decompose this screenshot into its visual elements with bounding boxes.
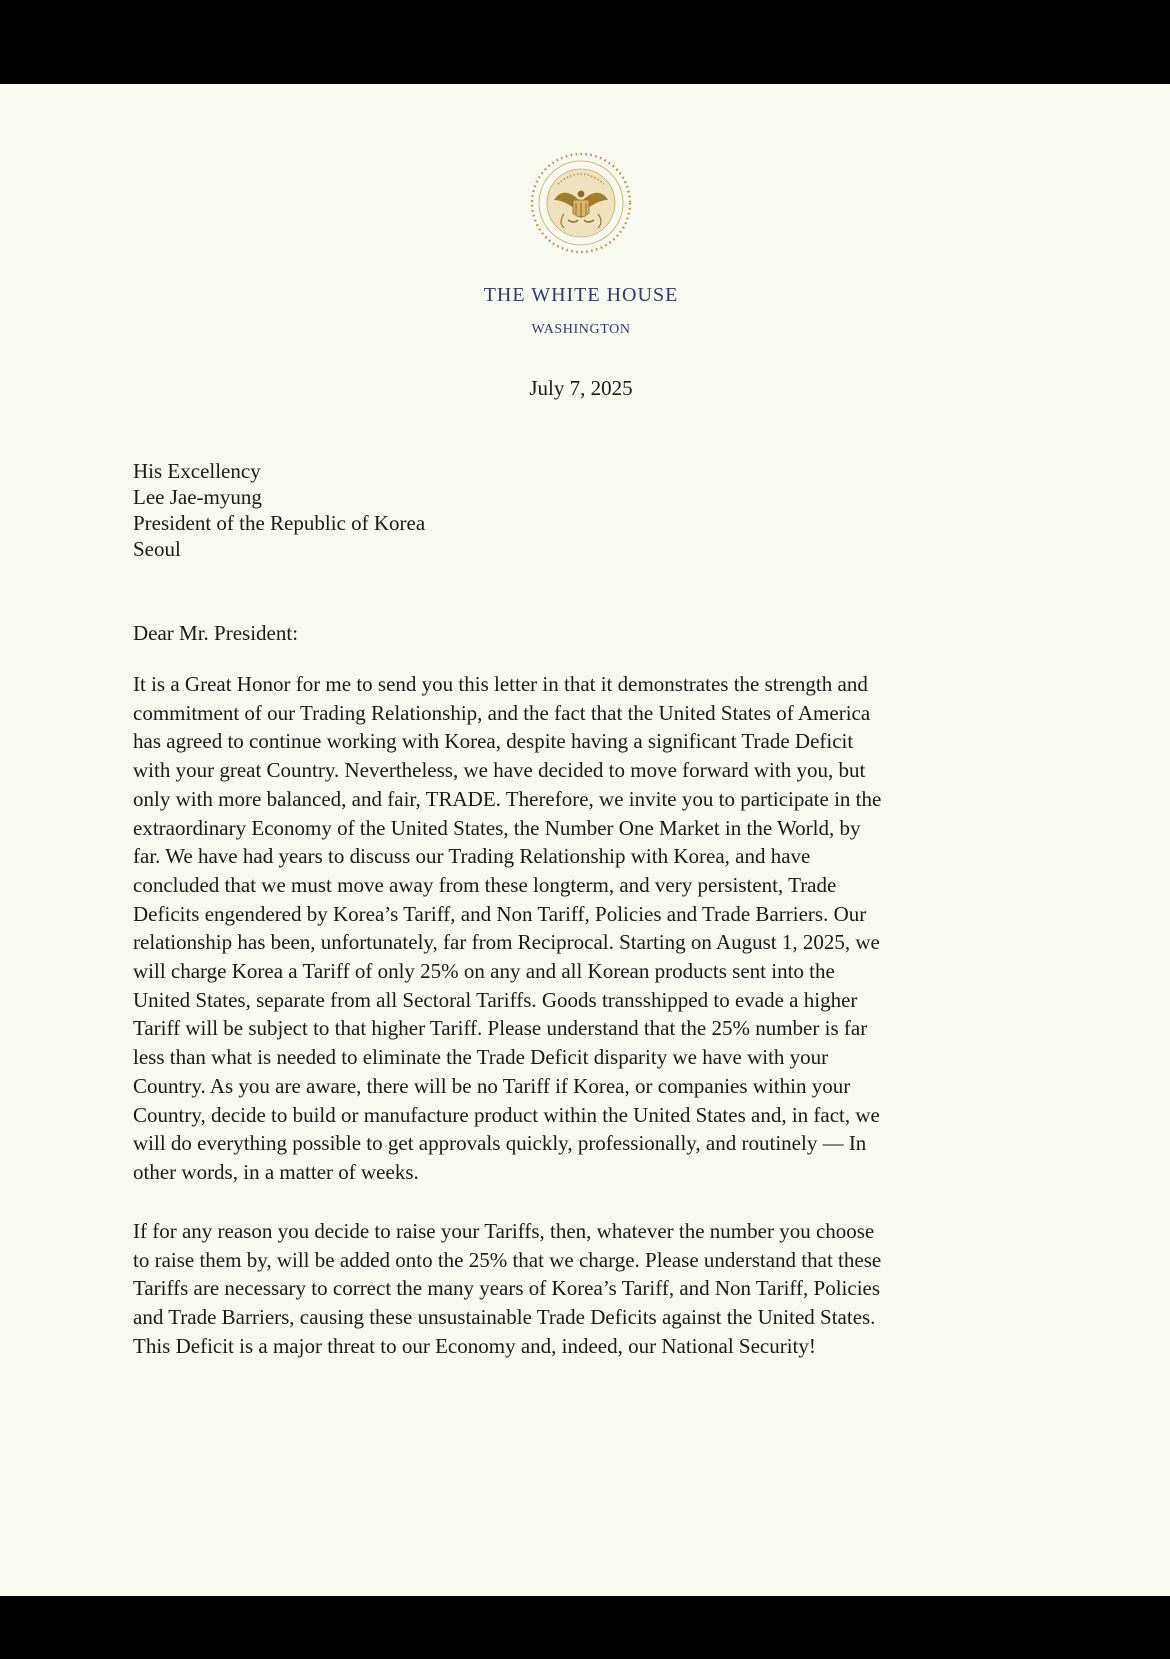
bottom-black-border xyxy=(0,1596,1170,1659)
body-line: other words, in a matter of weeks. xyxy=(133,1159,419,1184)
body-paragraph-1 xyxy=(133,670,1043,1187)
body-line: only with more balanced, and fair, TRADE. Therefore, we invite you to participate in the xyxy=(133,786,882,811)
letterhead-location: WASHINGTON xyxy=(531,322,631,337)
body-line: United States, separate from all Sectoral Tariffs. Goods transshipped to evade a higher xyxy=(133,987,858,1012)
body-line: less than what is needed to eliminate the Trade Deficit disparity we have with your xyxy=(133,1045,829,1070)
body-line: far. We have had years to discuss our Trading Relationship with Korea, and have xyxy=(133,844,811,869)
addressee-line: His Excellency xyxy=(133,459,261,483)
addressee-line: Seoul xyxy=(133,537,181,561)
body-line: Deficits engendered by Korea’s Tariff, and Non Tariff, Policies and Trade Barriers. Our xyxy=(133,901,867,926)
addressee-line: President of the Republic of Korea xyxy=(133,511,426,535)
body-line: with your great Country. Nevertheless, we have decided to move forward with you, but xyxy=(133,758,866,783)
body-line: will do everything possible to get approvals quickly, professionally, and routinely — In xyxy=(133,1131,867,1156)
body-line: and Trade Barriers, causing these unsustainable Trade Deficits against the United States. xyxy=(133,1305,876,1330)
addressee-line: Lee Jae-myung xyxy=(133,485,262,509)
top-black-border xyxy=(0,0,1170,84)
body-line: has agreed to continue working with Korea, despite having a significant Trade Deficit xyxy=(133,729,854,754)
body-line: concluded that we must move away from these longterm, and very persistent, Trade xyxy=(133,872,837,897)
presidential-seal-icon xyxy=(528,150,634,256)
body-line: commitment of our Trading Relationship, and the fact that the United States of America xyxy=(133,700,871,725)
body-line: If for any reason you decide to raise your Tariffs, then, whatever the number you choose xyxy=(133,1219,875,1243)
body-paragraph-2 xyxy=(133,1217,1043,1361)
body-line: relationship has been, unfortunately, far from Reciprocal. Starting on August 1, 2025, we xyxy=(133,930,880,955)
body-line: Country, decide to build or manufacture product within the United States and, in fact, we xyxy=(133,1102,880,1127)
letter-page xyxy=(0,84,1170,1596)
letter-date: July 7, 2025 xyxy=(529,376,633,400)
letterhead-title: THE WHITE HOUSE xyxy=(483,284,679,306)
body-line: extraordinary Economy of the United States, the Number One Market in the World, by xyxy=(133,815,861,840)
addressee-block xyxy=(133,458,425,562)
body-line: to raise them by, will be added onto the 25% that we charge. Please understand that these xyxy=(133,1247,882,1272)
body-line: It is a Great Honor for me to send you this letter in that it demonstrates the strength and xyxy=(133,672,868,696)
salutation: Dear Mr. President: xyxy=(133,621,299,645)
body-line: Tariff will be subject to that higher Tariff. Please understand that the 25% number is far xyxy=(133,1016,868,1041)
body-line: Country. As you are aware, there will be no Tariff if Korea, or companies within your xyxy=(133,1073,851,1098)
body-line: Tariffs are necessary to correct the many years of Korea’s Tariff, and Non Tariff, Policies xyxy=(133,1276,881,1301)
body-line: This Deficit is a major threat to our Economy and, indeed, our National Security! xyxy=(133,1333,816,1358)
body-line: will charge Korea a Tariff of only 25% on any and all Korean products sent into the xyxy=(133,959,835,984)
